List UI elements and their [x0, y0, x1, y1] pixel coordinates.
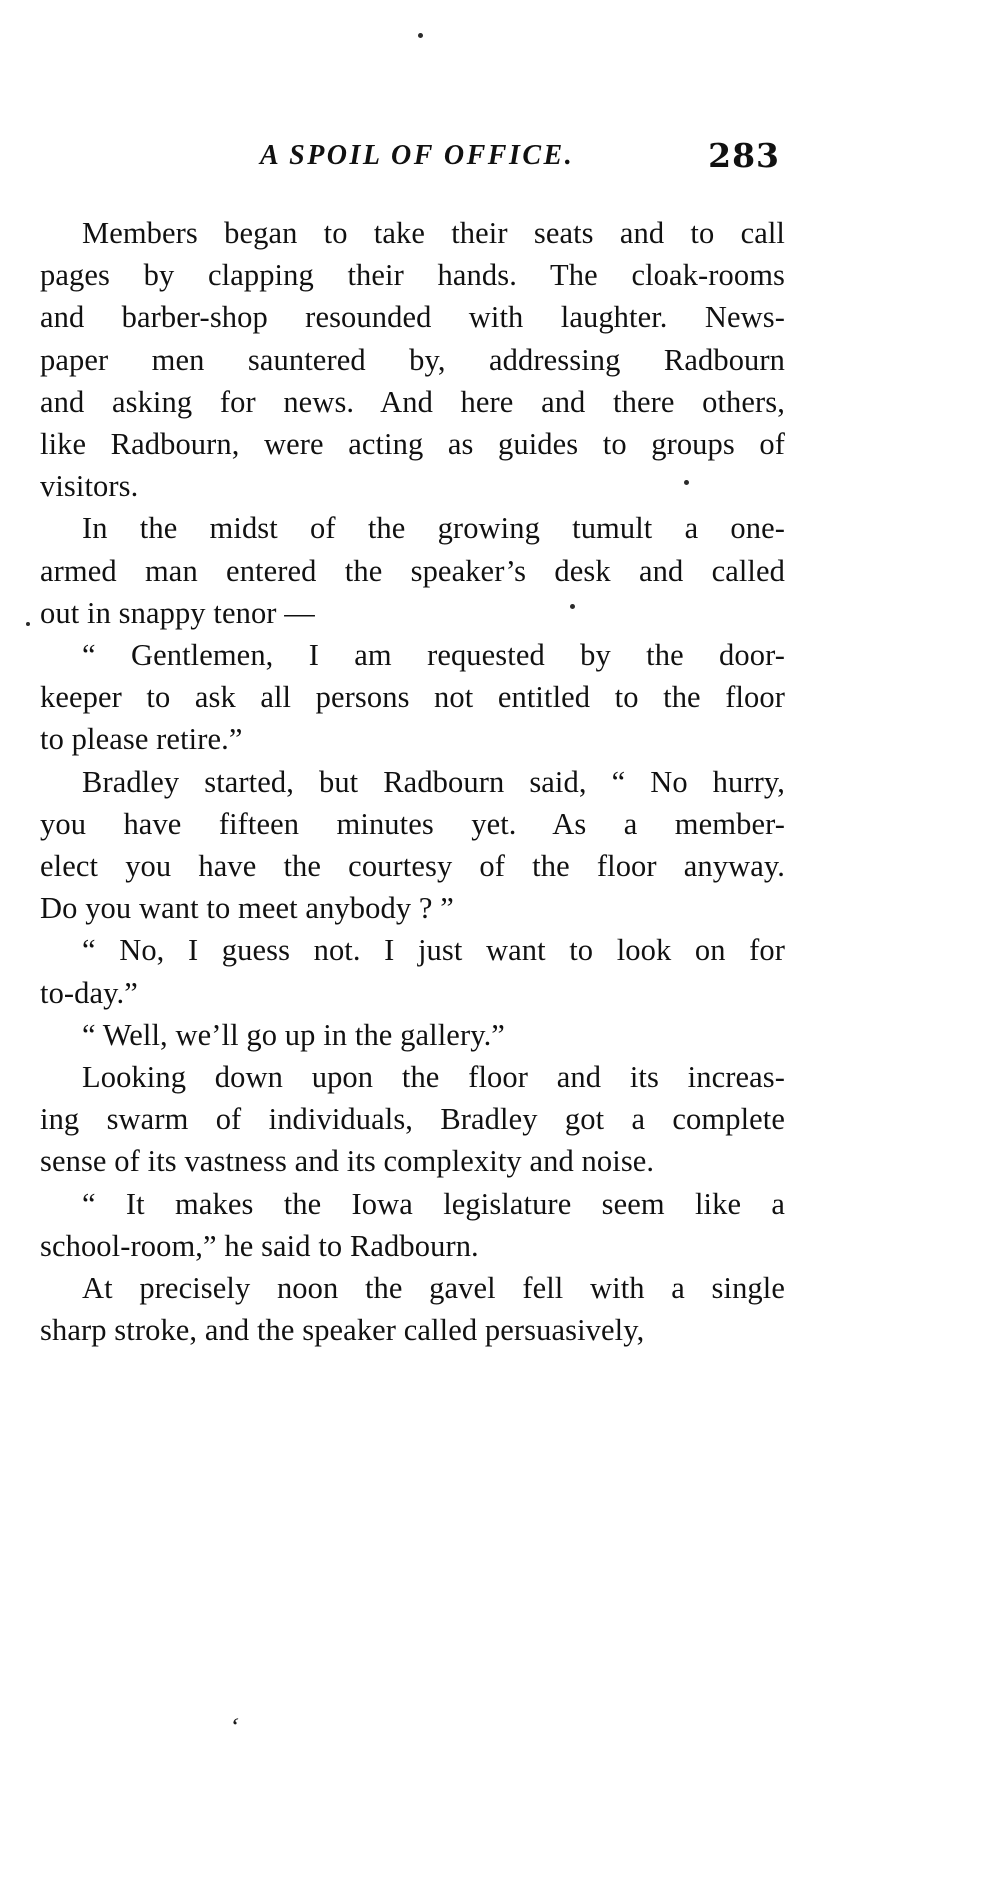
text-line: out in snappy tenor —: [40, 595, 315, 630]
text-line: Looking down upon the floor and its increas-: [82, 1060, 785, 1095]
text-line: like Radbourn, were acting as guides to groups of: [40, 427, 785, 462]
text-line: armed man entered the speaker’s desk and called: [40, 553, 785, 588]
text-line: “ No, I guess not. I just want to look on for: [82, 933, 785, 968]
text-line: keeper to ask all persons not entitled to the floor: [40, 680, 785, 715]
page-speck: [418, 33, 423, 38]
paragraph: [40, 929, 960, 1013]
page-header: [40, 136, 960, 186]
text-line: “ It makes the Iowa legislature seem like a: [82, 1186, 785, 1221]
text-line: and asking for news. And here and there others,: [40, 384, 785, 419]
text-line: pages by clapping their hands. The cloak-rooms: [40, 258, 785, 293]
paragraph: [40, 1056, 960, 1183]
text-line: Do you want to meet anybody ? ”: [40, 891, 454, 926]
paragraph: [40, 507, 960, 634]
text-line: elect you have the courtesy of the floor anyway.: [40, 849, 785, 884]
text-line: “ Gentlemen, I am requested by the door-: [82, 638, 785, 673]
page-body: [40, 212, 960, 1351]
paragraph: [40, 1267, 960, 1351]
text-line: paper men sauntered by, addressing Radbourn: [40, 342, 785, 377]
text-line: you have fifteen minutes yet. As a member-: [40, 806, 785, 841]
text-line: “ Well, we’ll go up in the gallery.”: [82, 1017, 505, 1052]
paragraph: [40, 212, 960, 507]
text-line: to please retire.”: [40, 722, 243, 757]
page-number: 283: [708, 136, 780, 175]
text-line: to-day.”: [40, 975, 138, 1010]
text-line: school-room,” he said to Radbourn.: [40, 1228, 479, 1263]
text-line: Bradley started, but Radbourn said, “ No hurry,: [82, 764, 785, 799]
paragraph: [40, 634, 960, 761]
running-title: A SPOIL OF OFFICE.: [260, 140, 575, 171]
text-line: ing swarm of individuals, Bradley got a complete: [40, 1102, 785, 1137]
text-line: visitors.: [40, 469, 139, 504]
text-line: At precisely noon the gavel fell with a single: [82, 1271, 785, 1306]
paragraph: [40, 1014, 960, 1056]
text-line: and barber-shop resounded with laughter. News-: [40, 300, 785, 335]
paragraph: [40, 1183, 960, 1267]
stray-ink-mark: ‘: [227, 1711, 242, 1742]
paragraph: [40, 761, 960, 930]
text-line: sense of its vastness and its complexity and noise.: [40, 1144, 655, 1179]
text-line: sharp stroke, and the speaker called persuasively,: [40, 1313, 645, 1348]
text-line: Members began to take their seats and to call: [82, 216, 785, 250]
text-line: In the midst of the growing tumult a one-: [82, 511, 785, 546]
page-speck: [26, 622, 30, 626]
